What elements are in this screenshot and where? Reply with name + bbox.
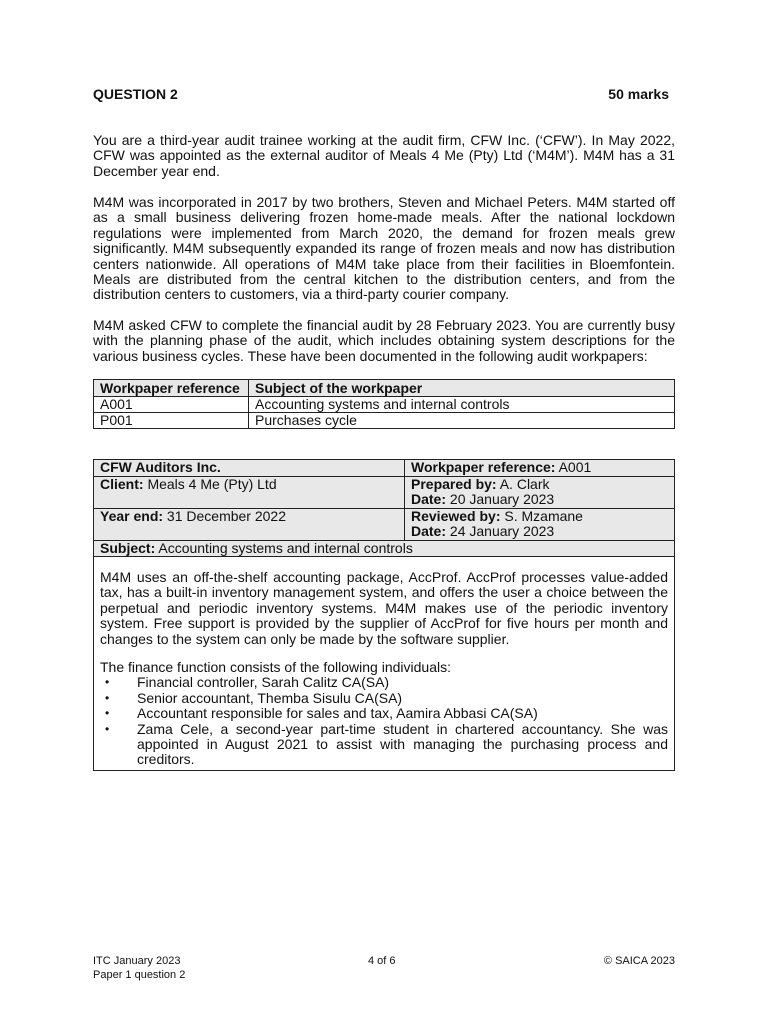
prepared-label: Prepared by: — [411, 475, 497, 492]
subject-label: Subject: — [100, 539, 156, 556]
background-paragraph: M4M was incorporated in 2017 by two brothers, Steven and Michael Peters. M4M started off as a small business delivering frozen home-made meals. After the national lockdown regulations were implemented from March 2020, the demand for frozen meals grew significantly. M4M subsequently expanded its range of frozen meals and now has distribution centers nationwide. All operations of M4M take place from their facilities in Bloemfontein. Meals are distributed from the central kitchen to the distribution centers, and from the distribution centers to customers, via a third-party courier company. — [93, 194, 675, 303]
firm-cell — [94, 460, 405, 477]
table-row — [94, 413, 675, 429]
yearend-value: 31 December 2022 — [163, 507, 286, 524]
reference-cell — [405, 460, 675, 477]
yearend-label: Year end: — [100, 507, 164, 524]
copyright-notice: © SAICA 2023 — [603, 955, 675, 967]
subject-value: Accounting systems and internal controls — [155, 539, 413, 556]
audit-scope-paragraph: M4M asked CFW to complete the financial audit by 28 February 2023. You are currently busy with the planning phase of the audit, which includes obtaining system descriptions for the various business cycles. These have been documented in the following audit workpapers: — [93, 317, 675, 364]
intro-paragraph: You are a third-year audit trainee working at the audit firm, CFW Inc. (‘CFW’). In May 2022, CFW was appointed as the external auditor of Meals 4 Me (Pty) Ltd (‘M4M’). M4M has a 31 December year end. — [93, 132, 675, 179]
finance-intro: The finance function consists of the following individuals: — [100, 659, 451, 676]
question-header — [93, 87, 669, 102]
prepared-value: A. Clark — [496, 475, 550, 492]
workpaper-subject-row — [94, 540, 675, 557]
column-header: Workpaper reference — [94, 380, 249, 397]
client-cell — [94, 476, 405, 508]
bullet-icon: • — [105, 721, 110, 736]
finance-staff-list — [100, 675, 668, 767]
bullet-icon: • — [105, 706, 110, 721]
workpaper-body-row — [94, 557, 675, 771]
workpaper-body — [94, 557, 675, 771]
prepared-date-label: Date: — [411, 491, 447, 507]
reviewed-label: Reviewed by: — [411, 507, 501, 524]
table-cell: Purchases cycle — [249, 413, 675, 429]
list-item: • Senior accountant, Themba Sisulu CA(SA) — [105, 689, 403, 706]
workpaper-index-table — [93, 379, 675, 429]
yearend-cell — [94, 508, 405, 540]
reviewed-value: S. Mzamane — [500, 507, 583, 524]
prepared-date-value: 20 January 2023 — [446, 491, 555, 507]
prepared-cell — [405, 476, 675, 508]
table-header-row — [94, 380, 675, 397]
table-cell: P001 — [94, 413, 249, 429]
client-value: Meals 4 Me (Pty) Ltd — [143, 475, 277, 492]
footer-paper-name: Paper 1 question 2 — [93, 968, 186, 981]
system-description-paragraph: M4M uses an off-the-shelf accounting package, AccProf. AccProf processes value-added tax, has a built-in inventory management system, and offers the user a choice between the perpetual and periodic inventory systems. M4M makes use of the periodic inventory system. Free support is provided by the supplier of AccProf for five hours per month and changes to the system can only be made by the software supplier. — [100, 569, 668, 647]
firm-name: CFW Auditors Inc. — [100, 459, 221, 475]
table-row — [94, 397, 675, 413]
reviewed-date-value: 24 January 2023 — [446, 523, 555, 539]
reviewed-date-label: Date: — [411, 523, 447, 539]
list-item: • Zama Cele, a second-year part-time student in chartered accountancy. She was appointed in August 2021 to assist with managing the purchasing process and creditors. — [105, 720, 668, 768]
workpaper-yearend-row — [94, 508, 675, 540]
page-number: 4 of 6 — [368, 955, 396, 967]
reference-label: Workpaper reference: — [411, 459, 556, 475]
reviewed-cell — [405, 508, 675, 540]
table-cell: A001 — [94, 397, 249, 413]
column-header: Subject of the workpaper — [249, 380, 675, 397]
client-label: Client: — [100, 475, 144, 492]
list-item: • Accountant responsible for sales and tax, Aamira Abbasi CA(SA) — [105, 705, 538, 722]
bullet-icon: • — [105, 675, 110, 690]
bullet-icon: • — [105, 690, 110, 705]
question-marks: 50 marks — [608, 86, 669, 102]
table-cell: Accounting systems and internal controls — [249, 397, 675, 413]
reference-value: A001 — [555, 459, 592, 475]
workpaper-a001-table — [93, 459, 675, 771]
footer-exam-name: ITC January 2023 — [93, 955, 181, 967]
question-title: QUESTION 2 — [93, 86, 178, 102]
subject-cell — [94, 540, 675, 557]
workpaper-firm-row — [94, 460, 675, 477]
workpaper-client-row — [94, 476, 675, 508]
footer-left — [93, 955, 185, 982]
list-item: • Financial controller, Sarah Calitz CA(SA) — [105, 674, 390, 691]
